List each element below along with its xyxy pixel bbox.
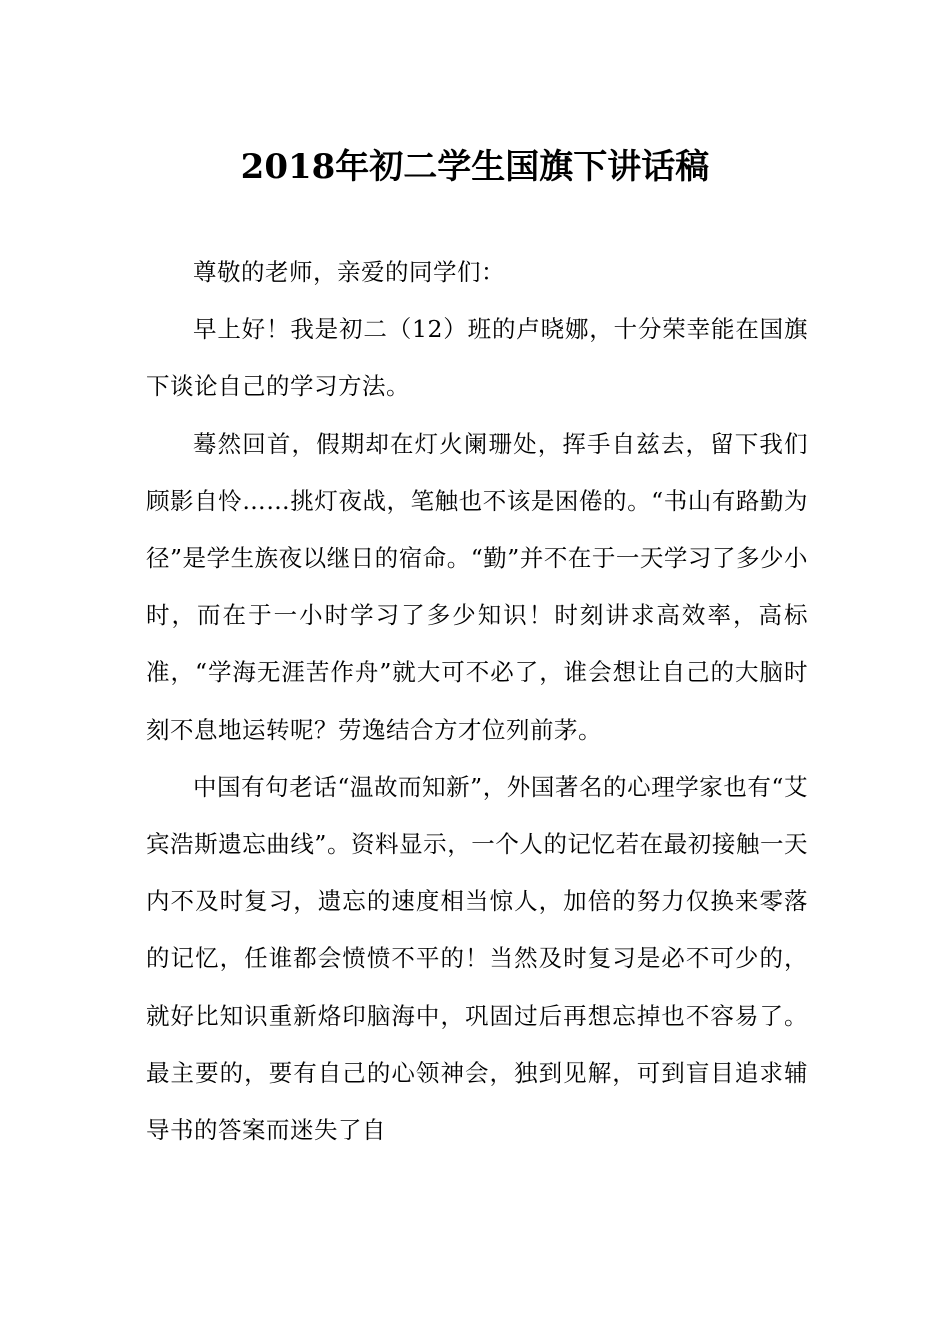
document-title: 2018年初二学生国旗下讲话稿 <box>240 146 710 187</box>
paragraph-greeting: 尊敬的老师，亲爱的同学们： <box>193 258 505 286</box>
document-body <box>146 244 808 1159</box>
paragraph-introduction: 早上好！我是初二（12）班的卢晓娜，十分荣幸能在国旗下谈论自己的学习方法。 <box>146 315 808 401</box>
paragraph-study-efficiency: 蓦然回首，假期却在灯火阑珊处，挥手自兹去，留下我们顾影自怜……挑灯夜战，笔触也不该是困倦的。“书山有路勤为径”是学生族夜以继日的宿命。“勤”并不在于一天学习了多少小时，而在于一小时学习了多少知识！时刻讲求高效率，高标准，“学海无涯苦作舟”就大可不必了，谁会想让自己的大脑时刻不息地运转呢？劳逸结合方才位列前茅。 <box>146 429 808 744</box>
paragraph-review-method: 中国有句老话“温故而知新”，外国著名的心理学家也有“艾宾浩斯遗忘曲线”。资料显示，一个人的记忆若在最初接触一天内不及时复习，遗忘的速度相当惊人，加倍的努力仅换来零落的记忆，任谁都会愤愤不平的！当然及时复习是必不可少的，就好比知识重新烙印脑海中，巩固过后再想忘掉也不容易了。最主要的，要有自己的心领神会，独到见解，可到盲目追求辅导书的答案而迷失了自 <box>146 772 808 1145</box>
